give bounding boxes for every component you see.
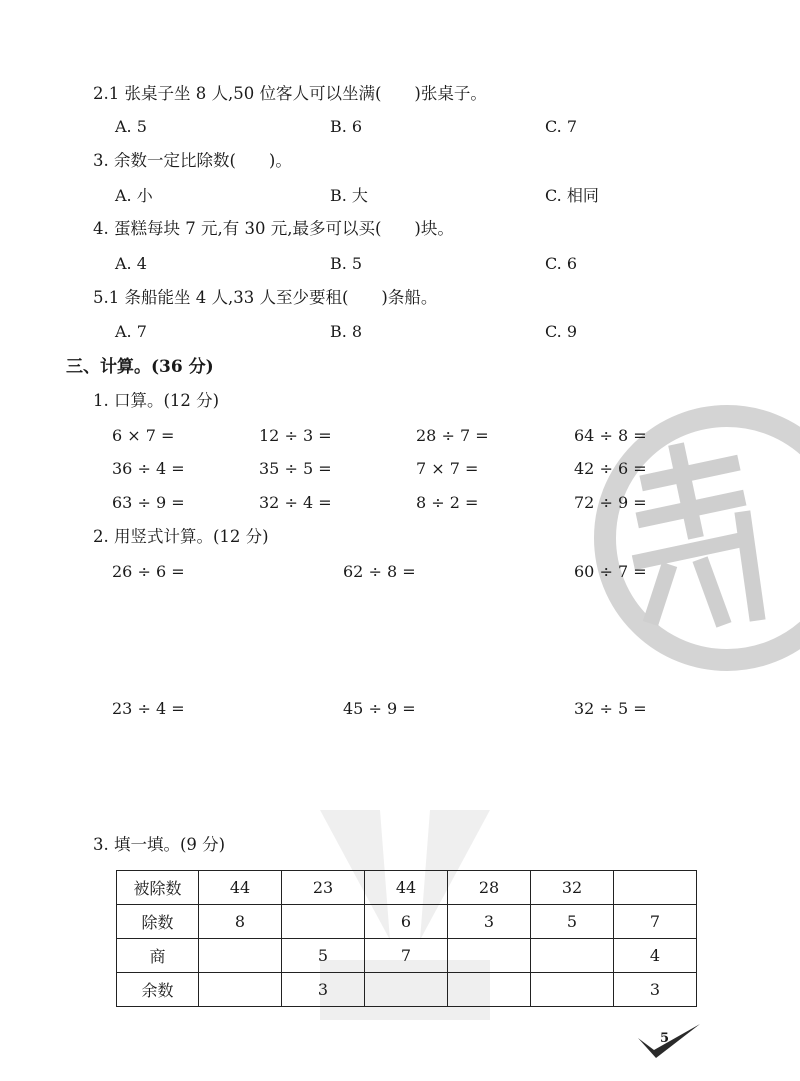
table-cell (448, 973, 531, 1007)
row-header-quotient: 商 (117, 939, 199, 973)
oral-item: 8 ÷ 2 = (416, 493, 479, 512)
table-row (117, 871, 697, 905)
table-cell: 28 (448, 871, 531, 905)
table-cell (199, 939, 282, 973)
oral-item: 28 ÷ 7 = (416, 426, 489, 445)
question-4-option-b: B. 5 (330, 254, 363, 273)
oral-item: 36 ÷ 4 = (112, 459, 185, 478)
row-header-divisor: 除数 (117, 905, 199, 939)
division-table (116, 870, 697, 1007)
vertical-item: 60 ÷ 7 = (574, 562, 647, 581)
vertical-item: 26 ÷ 6 = (112, 562, 185, 581)
question-5-option-c: C. 9 (545, 322, 578, 341)
table-cell: 44 (199, 871, 282, 905)
question-4-stem: 4. 蛋糕每块 7 元,有 30 元,最多可以买( )块。 (93, 219, 454, 238)
question-2-stem: 2.1 张桌子坐 8 人,50 位客人可以坐满( )张桌子。 (93, 84, 487, 103)
table-cell: 7 (365, 939, 448, 973)
vertical-item: 62 ÷ 8 = (343, 562, 416, 581)
oral-item: 35 ÷ 5 = (259, 459, 332, 478)
table-cell: 3 (282, 973, 365, 1007)
question-5-option-a: A. 7 (115, 322, 147, 341)
question-5-option-b: B. 8 (330, 322, 363, 341)
vertical-calc-title: 2. 用竖式计算。(12 分) (93, 527, 269, 546)
table-cell: 7 (614, 905, 697, 939)
table-row (117, 939, 697, 973)
oral-item: 7 × 7 = (416, 459, 479, 478)
vertical-item: 32 ÷ 5 = (574, 699, 647, 718)
table-cell: 5 (282, 939, 365, 973)
oral-item: 72 ÷ 9 = (574, 493, 647, 512)
table-cell: 4 (614, 939, 697, 973)
table-cell (282, 905, 365, 939)
oral-item: 64 ÷ 8 = (574, 426, 647, 445)
vertical-item: 45 ÷ 9 = (343, 699, 416, 718)
question-4-option-c: C. 6 (545, 254, 578, 273)
row-header-dividend: 被除数 (117, 871, 199, 905)
table-cell: 23 (282, 871, 365, 905)
table-row (117, 905, 697, 939)
table-cell (531, 939, 614, 973)
page-number: 5 (660, 1031, 670, 1046)
question-5-stem: 5.1 条船能坐 4 人,33 人至少要租( )条船。 (93, 288, 438, 307)
table-cell: 6 (365, 905, 448, 939)
question-2-option-a: A. 5 (115, 117, 147, 136)
vertical-item: 23 ÷ 4 = (112, 699, 185, 718)
table-cell: 3 (614, 973, 697, 1007)
table-cell: 8 (199, 905, 282, 939)
table-cell: 3 (448, 905, 531, 939)
table-cell (531, 973, 614, 1007)
table-cell (199, 973, 282, 1007)
oral-calc-title: 1. 口算。(12 分) (93, 391, 220, 410)
question-2-option-c: C. 7 (545, 117, 578, 136)
question-4-option-a: A. 4 (115, 254, 147, 273)
question-2-option-b: B. 6 (330, 117, 363, 136)
question-3-stem: 3. 余数一定比除数( )。 (93, 151, 292, 170)
oral-item: 63 ÷ 9 = (112, 493, 185, 512)
question-3-option-b: B. 大 (330, 186, 368, 205)
table-row (117, 973, 697, 1007)
question-3-option-a: A. 小 (115, 186, 153, 205)
question-3-option-c: C. 相同 (545, 186, 599, 205)
row-header-remainder: 余数 (117, 973, 199, 1007)
oral-item: 32 ÷ 4 = (259, 493, 332, 512)
oral-item: 12 ÷ 3 = (259, 426, 332, 445)
table-cell: 5 (531, 905, 614, 939)
table-cell (448, 939, 531, 973)
table-cell: 44 (365, 871, 448, 905)
section-3-title: 三、计算。(36 分) (66, 357, 214, 377)
table-cell (614, 871, 697, 905)
oral-item: 6 × 7 = (112, 426, 175, 445)
oral-item: 42 ÷ 6 = (574, 459, 647, 478)
table-cell (365, 973, 448, 1007)
table-cell: 32 (531, 871, 614, 905)
fill-in-title: 3. 填一填。(9 分) (93, 835, 226, 854)
